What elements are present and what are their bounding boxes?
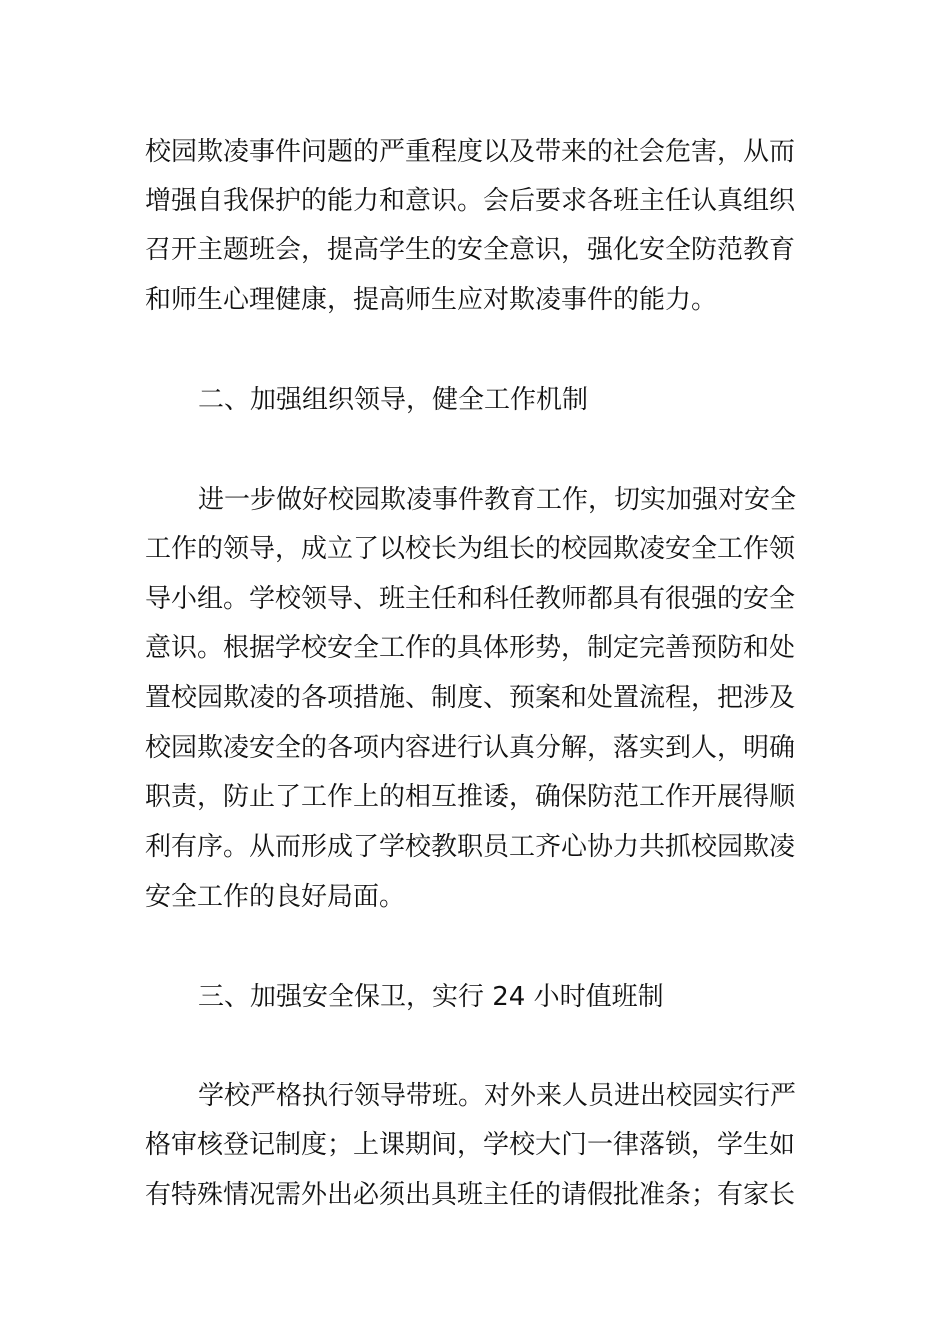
paragraph-line: 利有序。从而形成了学校教职员工齐心协力共抓校园欺凌: [145, 832, 796, 862]
paragraph-line: 校园欺凌事件问题的严重程度以及带来的社会危害，从而: [145, 137, 796, 167]
paragraph-line: 进一步做好校园欺凌事件教育工作，切实加强对安全: [198, 485, 797, 515]
section-heading: 三、加强安全保卫，实行 24 小时值班制: [198, 982, 664, 1012]
paragraph-line: 召开主题班会，提高学生的安全意识，强化安全防范教育: [145, 235, 796, 265]
paragraph-line: 格审核登记制度；上课期间，学校大门一律落锁，学生如: [145, 1130, 796, 1160]
paragraph-line: 导小组。学校领导、班主任和科任教师都具有很强的安全: [145, 584, 796, 614]
paragraph-line: 有特殊情况需外出必须出具班主任的请假批准条；有家长: [145, 1180, 796, 1210]
section-heading: 二、加强组织领导，健全工作机制: [198, 385, 589, 415]
paragraph-line: 和师生心理健康，提高师生应对欺凌事件的能力。: [145, 285, 718, 315]
paragraph-line: 安全工作的良好局面。: [145, 882, 406, 912]
paragraph-line: 增强自我保护的能力和意识。会后要求各班主任认真组织: [145, 186, 796, 216]
paragraph-line: 校园欺凌安全的各项内容进行认真分解，落实到人，明确: [145, 733, 796, 763]
paragraph-line: 置校园欺凌的各项措施、制度、预案和处置流程，把涉及: [145, 683, 796, 713]
paragraph-line: 工作的领导，成立了以校长为组长的校园欺凌安全工作领: [145, 534, 796, 564]
paragraph-line: 职责，防止了工作上的相互推诿，确保防范工作开展得顺: [145, 782, 796, 812]
paragraph-line: 意识。根据学校安全工作的具体形势，制定完善预防和处: [145, 633, 796, 663]
paragraph-line: 学校严格执行领导带班。对外来人员进出校园实行严: [198, 1081, 797, 1111]
